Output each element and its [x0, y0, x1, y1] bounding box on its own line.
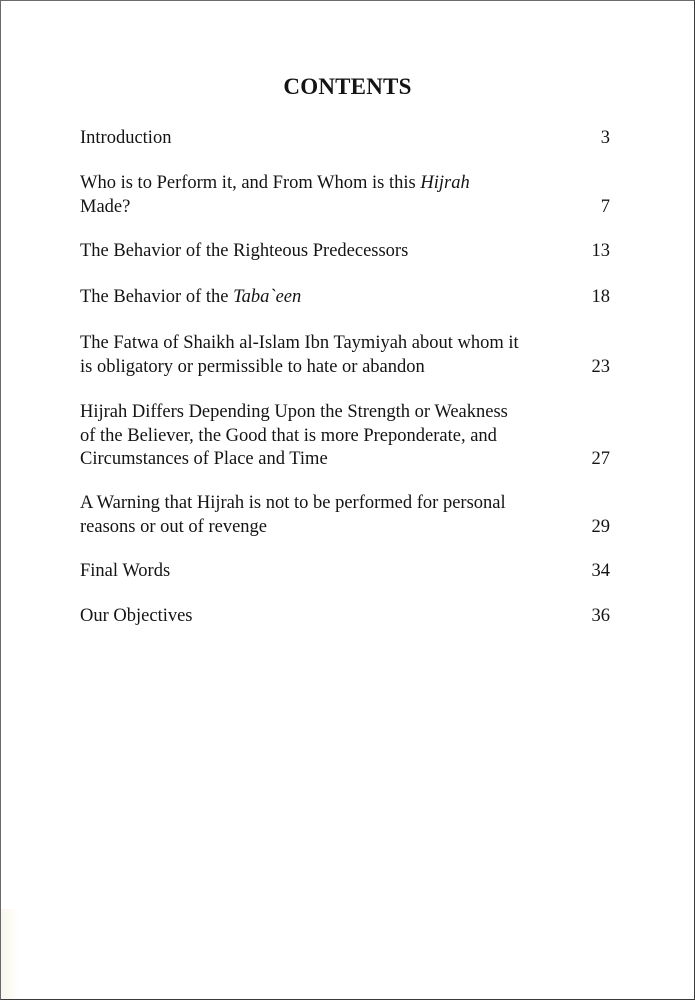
toc-entry-title: Introduction [80, 128, 172, 148]
toc-entry-hijrah-differs [80, 401, 610, 472]
toc-entry-introduction [80, 127, 610, 151]
toc-entry-page: 18 [591, 287, 610, 307]
toc-entry-title: The Behavior of the Taba`een [80, 287, 302, 307]
toc-entry-title: Our Objectives [80, 606, 193, 626]
toc-entry-title: A Warning that Hijrah is not to be performed for personal reasons or out of revenge [80, 493, 506, 537]
toc-entry-title: Final Words [80, 561, 171, 581]
toc-entry-tabaeen [80, 286, 610, 310]
toc-entry-page: 7 [600, 196, 610, 217]
page-title: CONTENTS [283, 74, 412, 99]
page-edge-shadow [1, 909, 19, 999]
toc-entry-title: The Fatwa of Shaikh al-Islam Ibn Taymiyah about whom it is obligatory or permissible to hate or abandon [80, 333, 519, 377]
toc-entry-title: Who is to Perform it, and From Whom is this Hijrah Made? [80, 173, 470, 217]
toc-entry-page: 13 [591, 241, 610, 261]
toc-entry-warning [80, 492, 610, 539]
toc-entry-final-words [80, 560, 610, 584]
toc-entry-our-objectives [80, 605, 610, 629]
toc-entry-page: 3 [600, 128, 610, 148]
toc-entry-page: 36 [591, 606, 610, 626]
toc-entry-page: 27 [591, 449, 610, 469]
toc-entry-fatwa [80, 332, 610, 379]
toc-entry-title: Hijrah Differs Depending Upon the Strength or Weakness of the Believer, the Good that is more Preponderate, and Circumstances of Place and Time [80, 402, 508, 469]
toc-entry-title: The Behavior of the Righteous Predecessors [80, 241, 409, 261]
toc-entry-page: 29 [591, 516, 610, 537]
toc-entry-who-is-to-perform [80, 172, 610, 219]
toc-entry-page: 34 [591, 561, 610, 581]
toc-entry-page: 23 [591, 356, 610, 377]
toc-entry-righteous-predecessors [80, 240, 610, 264]
